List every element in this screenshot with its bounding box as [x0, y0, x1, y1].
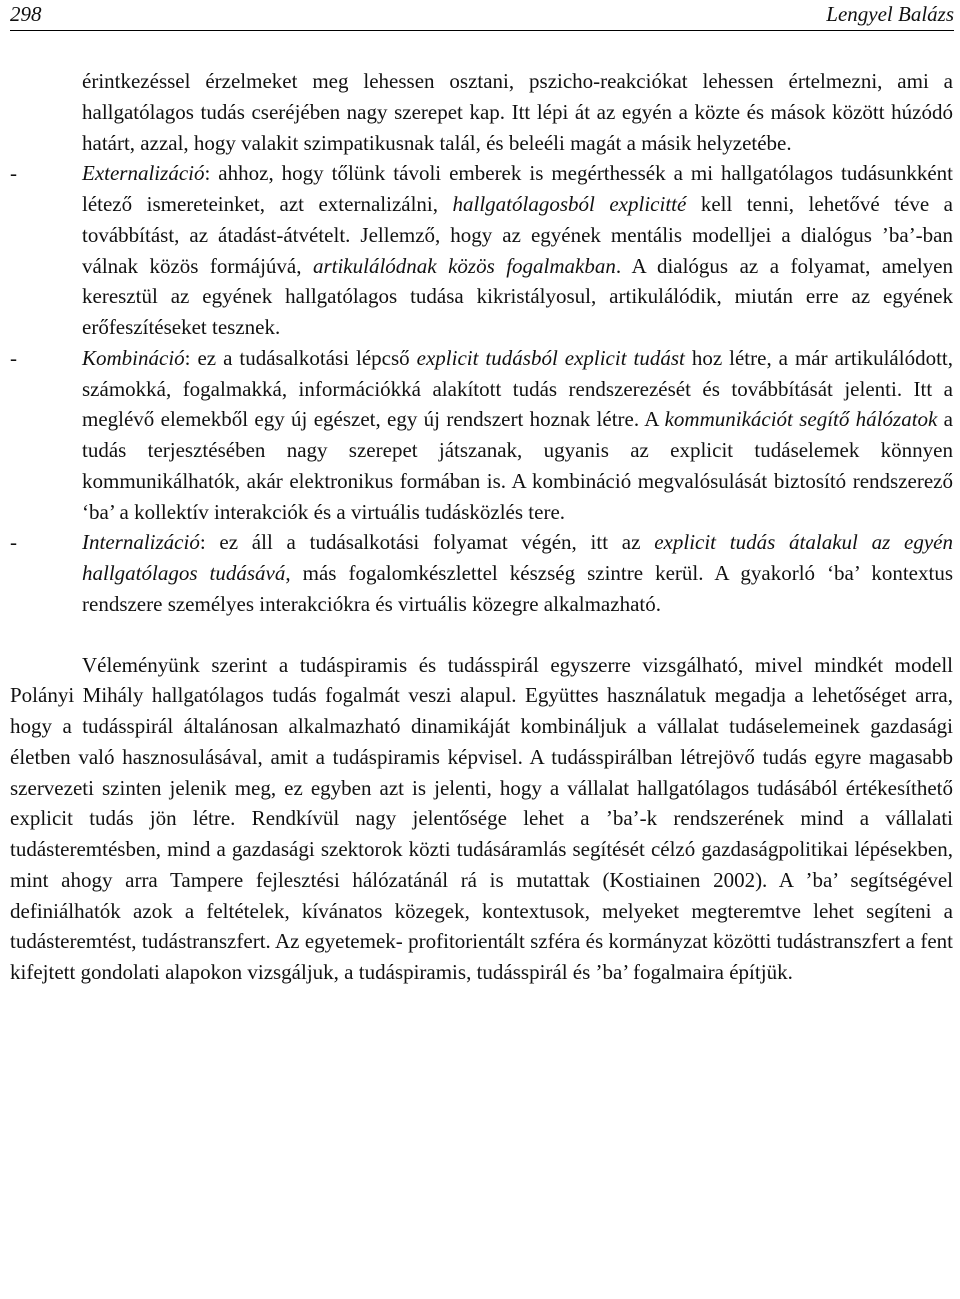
- term-externalizacio: Externalizáció: [82, 161, 205, 186]
- emphasis: artikulálódnak közös fogalmakban: [312, 253, 616, 278]
- text: : ahhoz, hogy tőlünk távoli emberek is megérthessék a mi hallgatólagos tudásunkként létező ismereteinket, azt externalizálni,: [82, 161, 953, 216]
- text: kell tenni, lehetővé téve a továbbítást, az átadást-átvételt. Jellemző, hogy az egyének mentális modelljei a dialógus ’ba’-ban válnak közös formájúvá,: [82, 192, 953, 278]
- emphasis: explicit tudásból explicit tudást: [416, 345, 685, 370]
- text: , más fogalomkészlettel készség szintre kerül. A gyakorló ‘ba’ kontextus rendszere személyes interakciókra és virtuális közegre alkalmazható.: [82, 561, 953, 616]
- emphasis: hallgatólagosból explicitté: [452, 192, 687, 216]
- text: : ez a tudásalkotási lépcső: [184, 345, 417, 370]
- list-item-kombinacio: [10, 343, 953, 528]
- paragraph-continued: érintkezéssel érzelmeket meg lehessen osztani, pszicho-reakciókat lehessen értelmezni, ami a hallgatólagos tudás cseréjében nagy szerepet kap. Itt lépi át az egyén a közte és mások között húzódó határt, azzal, hogy valakit szimpatikusnak talál, és beleéli magát a másik helyzetébe.: [82, 69, 953, 155]
- list-item-internalizacio: [10, 527, 953, 619]
- page-number: 298: [10, 2, 42, 26]
- text: a tudás terjesztésében nagy szerepet játszanak, ugyanis az explicit tudáselemek könnyen kommunikálhatók, akár elektronikus formában is. A kombináció megvalósulását biztosító rendszerező ‘ba’ a kollektív interakciók és a virtuális tudásközlés tere.: [82, 407, 953, 524]
- list-dash: -: [10, 530, 17, 555]
- text: : ez áll a tudásalkotási folyamat végén, itt az: [199, 530, 655, 555]
- text: . A dialógus az a folyamat, amelyen keresztül az egyének hallgatólagos tudása kikristályosul, artikulálódik, miután erre az egyének erőfeszítéseket tesznek.: [82, 253, 953, 339]
- text: hoz létre, a már artikulálódott, számokká, fogalmakká, információkká alakított tudás rendszerezését és továbbítását jelenti. Itt a meglévő elemekből egy új egészet, egy új rendszert hoznak létre. A: [82, 345, 953, 432]
- body-paragraph: Véleményünk szerint a tudáspiramis és tudásspirál egyszerre vizsgálható, mivel mindkét modell Polányi Mihály hallgatólagos tudás fogalmát veszi alapul. Együttes használatuk megadja a lehetőséget arra, hogy a tudásspirál általánosan alkalmazható dinamikáját kombináljuk a vállalat tudáselemeinek gazdasági életben való hasznosulásával, amit a tudáspiramis képvisel. A tudásspirálban létrejövő tudás egyre magasabb szervezeti szinten jelenik meg, ez egyben azt is jelenti, hogy a vállalat hallgatólagos tudásából értékesíthető explicit tudás jön létre. Rendkívül nagy jelentősége lehet a ’ba’-k rendszerének mind a vállalati tudásteremtésben, mind a gazdasági szektorok közti tudásáramlás segítését célzó gazdaságpolitikai lépésekben, mint ahogy arra Tampere fejlesztési hálózatánál rá is mutattak (Kostiainen 2002). A ’ba’ segítségével definiálhatók azok a feltételek, kívánatos közegek, kontextusok, melyeket megteremtve lehet segíteni a tudásteremtést, tudástranszfert. Az egyetemek- profitorientált szféra és kormányzat közötti tudástranszfert a fent kifejtett gondolati alapokon vizsgáljuk, a tudáspiramis, tudásspirál és ’ba’ fogalmaira építjük.: [10, 652, 953, 984]
- emphasis: explicit tudás átalakul az egyén hallgatólagos tudásává: [82, 530, 953, 585]
- running-header: [10, 0, 954, 31]
- list-dash: -: [10, 161, 17, 186]
- list-dash: -: [10, 345, 17, 370]
- term-kombinacio: Kombináció: [82, 345, 185, 370]
- list-item-externalizacio: [10, 158, 953, 343]
- emphasis: kommunikációt segítő hálózatok: [664, 407, 938, 432]
- page-body: [10, 66, 953, 988]
- running-author: Lengyel Balázs: [826, 2, 954, 26]
- term-internalizacio: Internalizáció: [82, 530, 200, 555]
